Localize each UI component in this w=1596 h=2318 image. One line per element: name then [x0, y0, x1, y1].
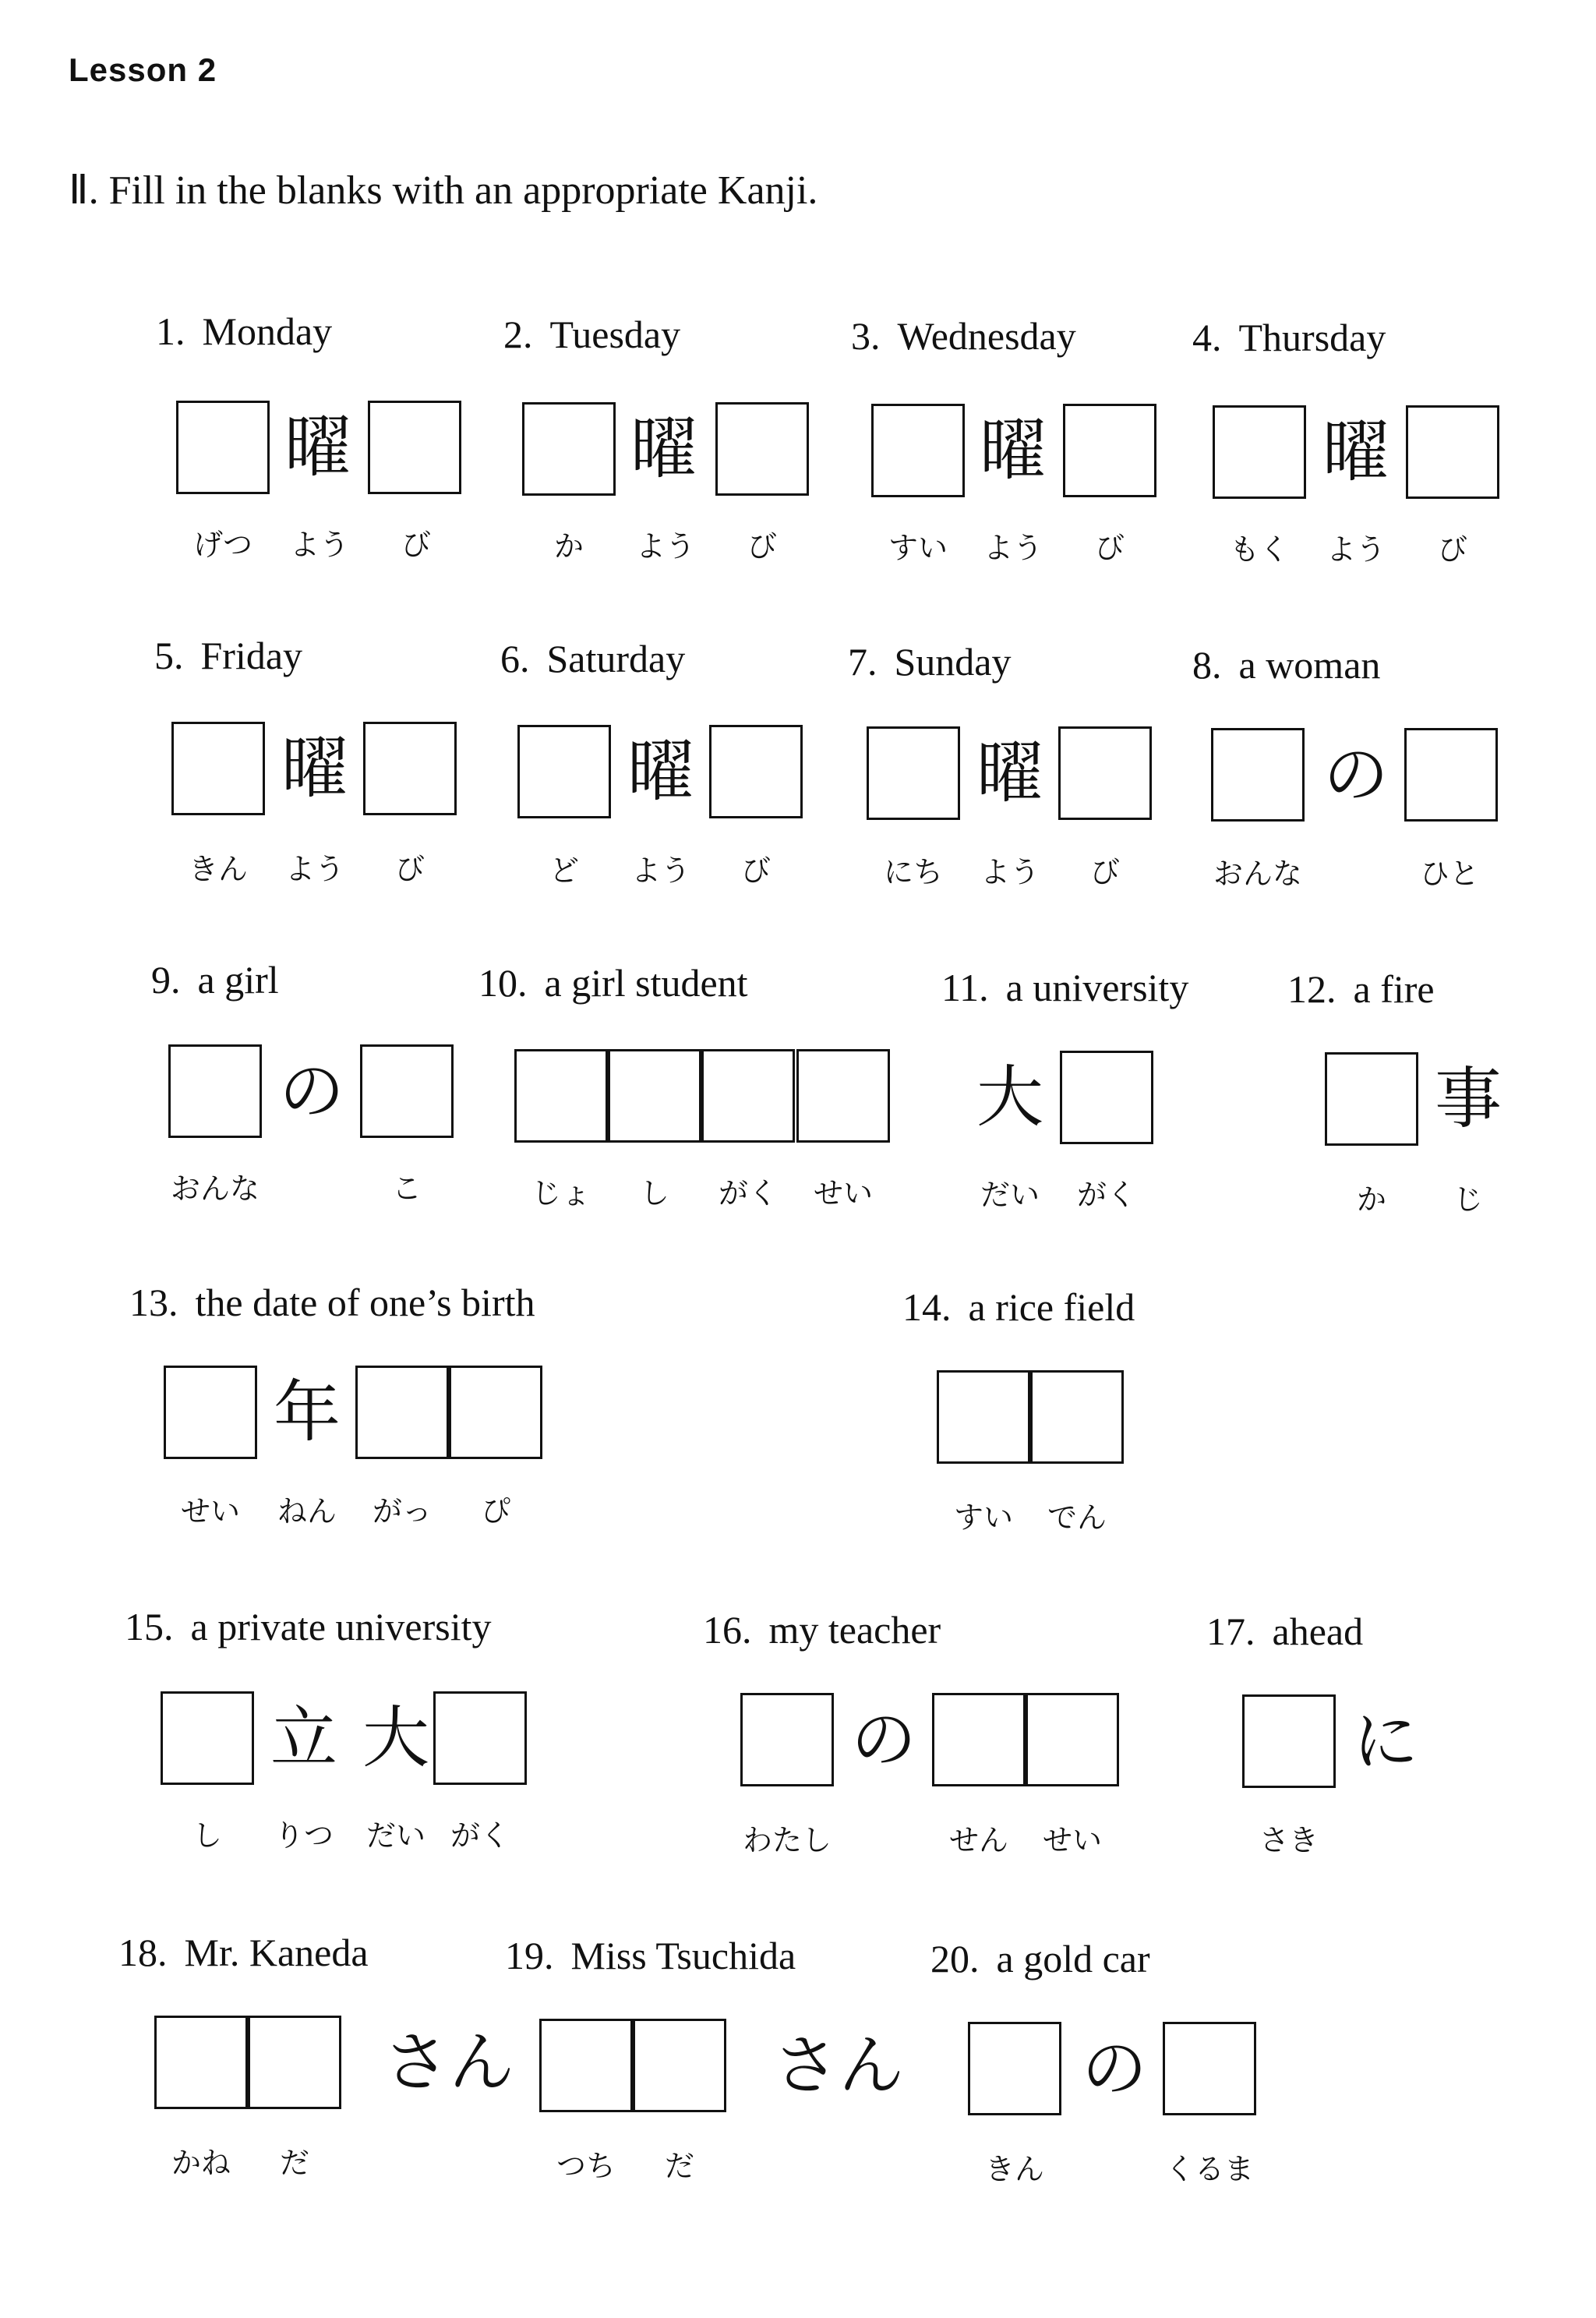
answer-box[interactable]	[154, 2016, 248, 2109]
answer-box[interactable]	[433, 1691, 527, 1785]
furigana-reading: げつ	[192, 528, 252, 562]
furigana-reading: せい	[1042, 1823, 1102, 1857]
item-number: 5.	[154, 634, 184, 677]
item-number: 10.	[478, 961, 528, 1005]
answer-box[interactable]	[522, 402, 616, 496]
furigana-reading: び	[1089, 855, 1120, 889]
given-kanji: 曜	[980, 412, 1047, 489]
item-label	[151, 957, 279, 1002]
furigana-reading: わたし	[742, 1823, 832, 1857]
answer-box[interactable]	[1325, 1052, 1418, 1146]
given-kanji: 曜	[630, 410, 697, 488]
item-label	[1206, 1609, 1363, 1654]
furigana-reading: くるま	[1164, 2152, 1254, 2186]
furigana-reading: がっ	[372, 1494, 432, 1528]
item-number: 3.	[851, 314, 881, 358]
item-meaning: Tuesday	[549, 313, 681, 356]
answer-box[interactable]	[1058, 726, 1152, 820]
given-kanji: 曜	[976, 734, 1043, 812]
furigana-reading: よう	[980, 855, 1040, 889]
furigana-reading: よう	[635, 529, 695, 564]
furigana-reading: にち	[883, 855, 943, 889]
item-number: 8.	[1192, 643, 1222, 687]
furigana-reading: だ	[664, 2149, 694, 2183]
answer-box[interactable]	[168, 1044, 262, 1138]
item-number: 17.	[1206, 1610, 1255, 1653]
answer-box[interactable]	[701, 1049, 795, 1143]
item-label	[930, 1936, 1150, 1981]
given-kanji: 曜	[284, 408, 351, 486]
item-meaning: a girl student	[544, 961, 748, 1005]
furigana-reading: だい	[980, 1178, 1040, 1212]
item-number: 19.	[505, 1934, 554, 1977]
furigana-reading: じょ	[531, 1176, 591, 1210]
answer-box[interactable]	[517, 725, 611, 818]
given-kana: の	[1322, 737, 1389, 813]
item-label	[1192, 642, 1380, 687]
furigana-reading: もく	[1229, 532, 1289, 567]
answer-box[interactable]	[633, 2019, 726, 2112]
furigana-reading: び	[401, 528, 431, 562]
item-number: 1.	[156, 309, 185, 353]
item-label	[156, 309, 332, 354]
item-meaning: Mr. Kaneda	[184, 1931, 369, 1974]
furigana-reading: かね	[171, 2146, 231, 2180]
furigana-reading: つち	[556, 2149, 616, 2183]
furigana-reading: おんな	[1213, 857, 1302, 891]
answer-box[interactable]	[1404, 728, 1498, 822]
answer-box[interactable]	[871, 404, 965, 497]
answer-box[interactable]	[360, 1044, 454, 1138]
furigana-reading: び	[747, 529, 777, 564]
item-meaning: a rice field	[968, 1285, 1135, 1329]
answer-box[interactable]	[171, 722, 265, 815]
item-label	[1192, 315, 1386, 360]
item-label	[1287, 966, 1435, 1012]
answer-box[interactable]	[355, 1366, 449, 1459]
item-number: 12.	[1287, 967, 1336, 1011]
furigana-reading: おんな	[170, 1171, 260, 1206]
item-meaning: Sunday	[894, 640, 1012, 684]
item-meaning: Friday	[200, 634, 303, 677]
answer-box[interactable]	[715, 402, 809, 496]
answer-box[interactable]	[867, 726, 960, 820]
item-label	[851, 313, 1076, 359]
furigana-reading: ひと	[1419, 857, 1479, 891]
answer-box[interactable]	[248, 2016, 341, 2109]
answer-box[interactable]	[1030, 1370, 1124, 1464]
item-label	[848, 639, 1012, 684]
given-kanji: 立	[270, 1699, 337, 1777]
furigana-reading: よう	[1326, 532, 1386, 567]
furigana-reading: こ	[391, 1171, 422, 1206]
furigana-reading: び	[1437, 532, 1467, 567]
item-number: 20.	[930, 1937, 980, 1981]
given-kana: に	[1352, 1703, 1418, 1779]
answer-box[interactable]	[514, 1049, 608, 1143]
answer-box[interactable]	[368, 401, 461, 494]
furigana-reading: せん	[948, 1823, 1008, 1857]
item-number: 6.	[500, 637, 530, 680]
item-meaning: a university	[1005, 966, 1189, 1009]
item-number: 18.	[118, 1931, 168, 1974]
item-meaning: Thursday	[1238, 316, 1386, 359]
answer-box[interactable]	[932, 1693, 1026, 1786]
furigana-reading: じ	[1453, 1182, 1483, 1217]
furigana-reading: ど	[549, 853, 579, 888]
answer-box[interactable]	[1211, 728, 1305, 822]
item-number: 16.	[703, 1608, 752, 1652]
given-kana: の	[1081, 2030, 1147, 2107]
answer-box[interactable]	[1242, 1694, 1336, 1788]
furigana-reading: び	[394, 852, 425, 886]
answer-box[interactable]	[539, 2019, 633, 2112]
furigana-reading: がく	[450, 1818, 510, 1853]
item-number: 11.	[941, 966, 989, 1009]
item-label	[478, 960, 748, 1005]
furigana-reading: か	[1356, 1182, 1386, 1217]
item-number: 15.	[125, 1605, 174, 1648]
furigana-reading: きん	[188, 852, 248, 886]
furigana-reading: び	[740, 853, 771, 888]
furigana-reading: せい	[813, 1176, 873, 1210]
furigana-reading: よう	[284, 852, 344, 886]
item-number: 9.	[151, 958, 181, 1002]
furigana-reading: さき	[1259, 1823, 1319, 1857]
furigana-reading: きん	[984, 2152, 1044, 2186]
item-label	[125, 1604, 492, 1649]
item-label	[154, 633, 302, 678]
given-kanji: 年	[274, 1373, 341, 1451]
item-meaning: a gold car	[996, 1937, 1150, 1981]
answer-box[interactable]	[1163, 2022, 1256, 2115]
item-label	[500, 636, 685, 681]
lesson-title: Lesson 2	[69, 51, 217, 88]
item-meaning: ahead	[1272, 1610, 1364, 1653]
answer-box[interactable]	[937, 1370, 1030, 1464]
furigana-reading: ぴ	[480, 1494, 510, 1528]
answer-box[interactable]	[1406, 405, 1499, 499]
furigana-reading: だ	[279, 2146, 309, 2180]
given-kanji: 曜	[627, 733, 694, 811]
furigana-reading: りつ	[274, 1818, 334, 1853]
item-number: 2.	[503, 313, 533, 356]
item-meaning: Miss Tsuchida	[570, 1934, 796, 1977]
answer-box[interactable]	[796, 1049, 890, 1143]
answer-box[interactable]	[968, 2022, 1061, 2115]
item-meaning: Monday	[202, 309, 333, 353]
given-kana: の	[850, 1701, 916, 1778]
item-label	[505, 1933, 796, 1978]
furigana-reading: し	[639, 1176, 669, 1210]
given-kanji: 事	[1435, 1060, 1502, 1138]
item-meaning: my teacher	[768, 1608, 941, 1652]
item-meaning: Saturday	[546, 637, 686, 680]
answer-box[interactable]	[608, 1049, 701, 1143]
item-meaning: the date of one’s birth	[195, 1281, 535, 1324]
answer-box[interactable]	[164, 1366, 257, 1459]
furigana-reading: ねん	[277, 1494, 337, 1528]
item-meaning: a woman	[1238, 643, 1381, 687]
answer-box[interactable]	[176, 401, 270, 494]
furigana-reading: よう	[983, 531, 1043, 565]
furigana-reading: すい	[888, 531, 948, 565]
furigana-reading: よう	[289, 528, 349, 562]
answer-box[interactable]	[1060, 1051, 1153, 1144]
answer-box[interactable]	[449, 1366, 542, 1459]
given-kanji: 曜	[1322, 413, 1389, 491]
furigana-reading: すい	[953, 1500, 1013, 1535]
given-kanji: 大	[362, 1699, 429, 1777]
item-number: 4.	[1192, 316, 1222, 359]
furigana-reading: でん	[1047, 1500, 1107, 1535]
furigana-reading: か	[553, 529, 584, 564]
item-meaning: Wednesday	[897, 314, 1076, 358]
item-label	[902, 1284, 1135, 1330]
furigana-reading: よう	[630, 853, 690, 888]
furigana-reading: び	[1094, 531, 1125, 565]
item-number: 13.	[129, 1281, 178, 1324]
given-kana: さん	[383, 2024, 514, 2101]
item-meaning: a private university	[190, 1605, 492, 1648]
item-number: 7.	[848, 640, 877, 684]
given-kana: さん	[772, 2027, 904, 2104]
furigana-reading: し	[192, 1818, 222, 1853]
item-label	[129, 1280, 535, 1325]
item-meaning: a girl	[197, 958, 279, 1002]
given-kanji: 大	[976, 1058, 1043, 1136]
answer-box[interactable]	[161, 1691, 254, 1785]
answer-box[interactable]	[709, 725, 803, 818]
item-label	[118, 1930, 369, 1975]
answer-box[interactable]	[1213, 405, 1306, 499]
item-label	[941, 965, 1188, 1010]
answer-box[interactable]	[1063, 404, 1156, 497]
item-label	[703, 1607, 941, 1652]
furigana-reading: だい	[365, 1818, 425, 1853]
instruction-heading: Ⅱ. Fill in the blanks with an appropriate Kanji.	[69, 168, 818, 213]
item-number: 14.	[902, 1285, 952, 1329]
item-meaning: a fire	[1353, 967, 1435, 1011]
furigana-reading: がく	[1076, 1178, 1136, 1212]
furigana-reading: がく	[718, 1176, 778, 1210]
given-kanji: 曜	[281, 730, 348, 807]
answer-box[interactable]	[740, 1693, 834, 1786]
answer-box[interactable]	[1026, 1693, 1119, 1786]
furigana-reading: せい	[180, 1494, 240, 1528]
answer-box[interactable]	[363, 722, 457, 815]
item-label	[503, 312, 680, 357]
given-kana: の	[278, 1053, 344, 1129]
